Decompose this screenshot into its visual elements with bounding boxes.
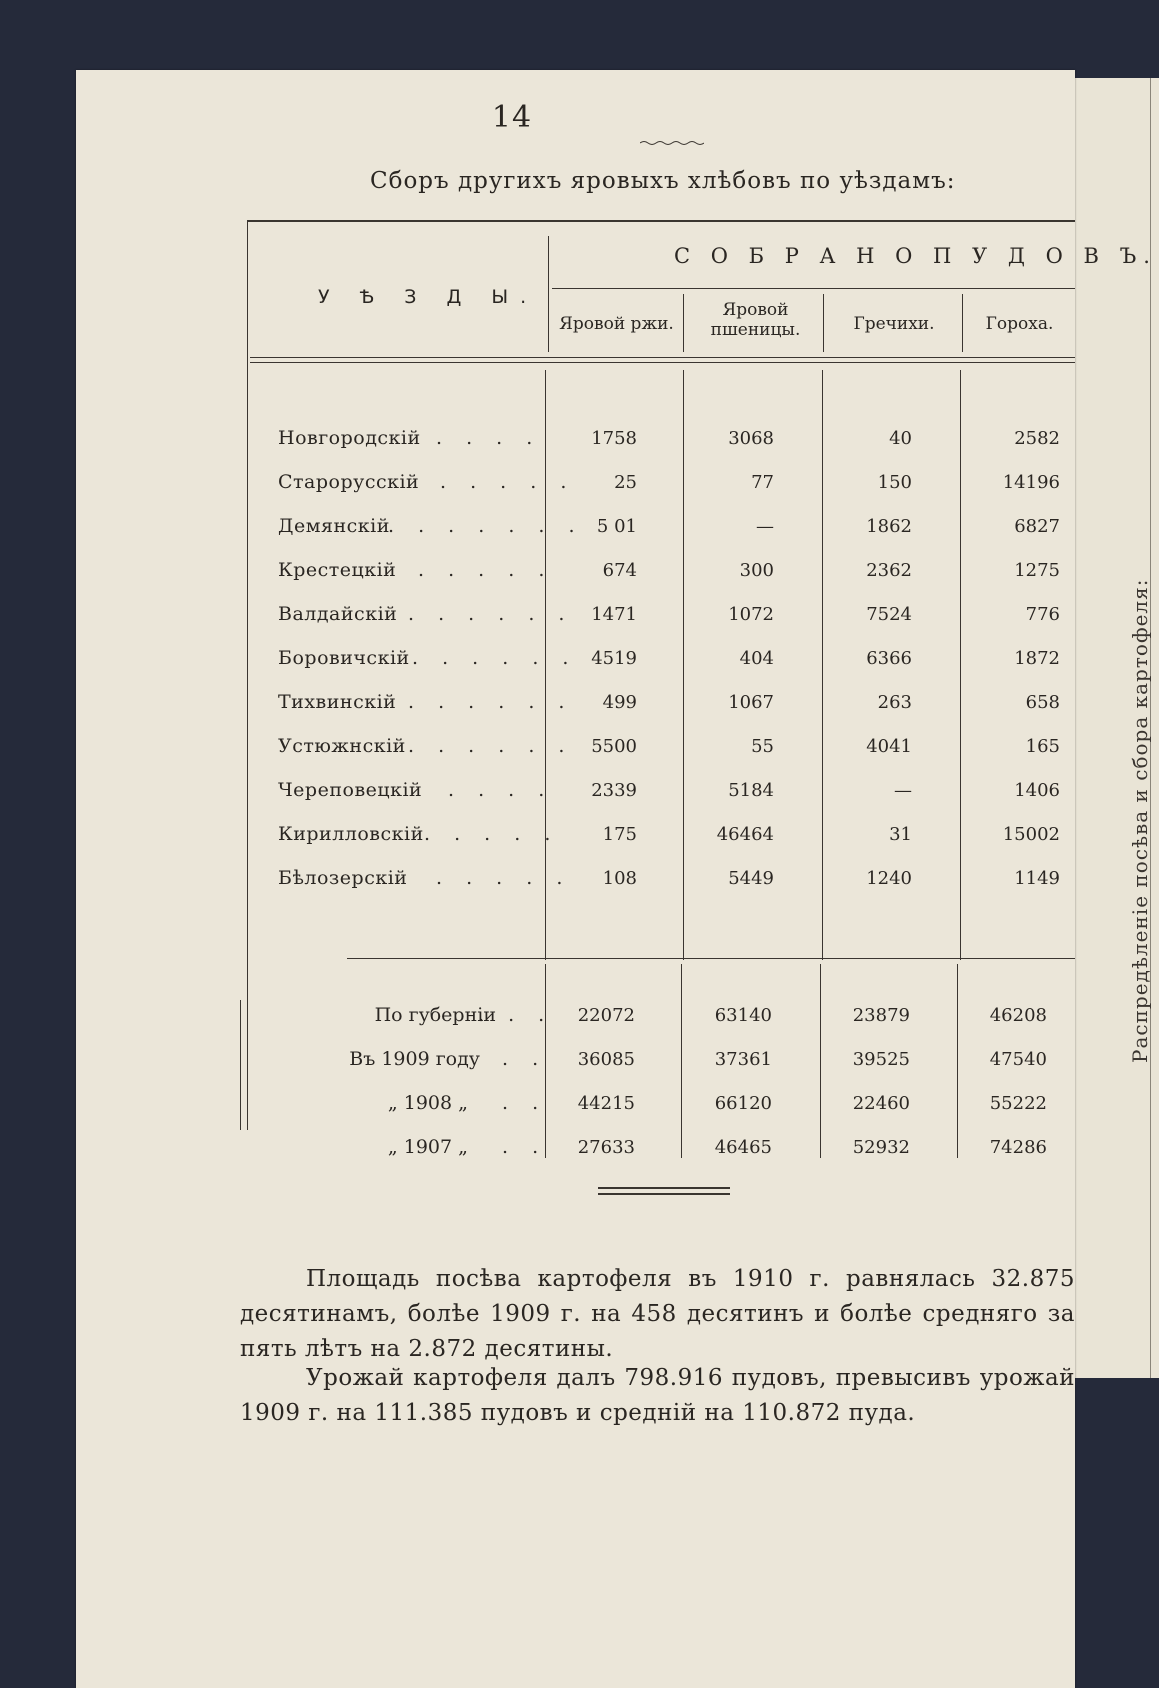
total-dots: . . . xyxy=(478,1004,554,1026)
header-districts: У Ѣ З Д Ы. xyxy=(318,286,539,308)
cell-rye: 1758 xyxy=(591,428,637,449)
cell-wheat: 1067 xyxy=(728,692,774,713)
page-number: 14 xyxy=(491,100,533,135)
col-header-wheat: Яровой пшеницы. xyxy=(710,300,801,340)
table-left-rule xyxy=(247,220,248,1130)
total-peas: 74286 xyxy=(989,1137,1047,1158)
ornament-squiggle xyxy=(640,140,704,146)
cell-buckwheat: 2362 xyxy=(866,560,912,581)
cell-buckwheat: 4041 xyxy=(866,736,912,757)
cell-peas: 6827 xyxy=(1014,516,1060,537)
cell-wheat: — xyxy=(756,516,774,537)
total-name: Въ 1909 году xyxy=(349,1048,480,1070)
row-name: Устюжнскій xyxy=(278,735,406,757)
header-bottom-rule-1 xyxy=(250,357,1075,358)
row-name: Кирилловскій xyxy=(278,823,424,845)
totals-col-rule-3 xyxy=(957,964,958,1158)
total-wheat: 46465 xyxy=(714,1137,772,1158)
cell-rye: 25 xyxy=(614,472,637,493)
cell-wheat: 46464 xyxy=(716,824,774,845)
col-header-rye: Яровой ржи. xyxy=(559,314,674,334)
total-wheat: 66120 xyxy=(714,1093,772,1114)
row-name: Боровичскій xyxy=(278,647,410,669)
total-rye: 36085 xyxy=(577,1049,635,1070)
cell-rye: 5 01 xyxy=(596,516,637,537)
body-col-rule-1 xyxy=(683,370,684,960)
body-col-rule-3 xyxy=(960,370,961,960)
end-rule-2 xyxy=(598,1193,730,1195)
row-dots: . . . . . xyxy=(436,867,572,889)
table-top-rule xyxy=(247,220,1075,222)
header-bottom-rule-2 xyxy=(250,362,1075,363)
cell-rye: 175 xyxy=(602,824,637,845)
subheader-rule xyxy=(552,288,1075,289)
paragraph-potato-area: Площадь посѣва картофеля въ 1910 г. равнялась 32.875 десятинамъ, болѣе 1909 г. на 458 десятинъ и болѣе средняго за пять лѣтъ на 2.872 десятины. xyxy=(240,1266,1075,1362)
totals-col-rule-2 xyxy=(820,964,821,1158)
cell-buckwheat: 1862 xyxy=(866,516,912,537)
total-dots: . . xyxy=(502,1092,548,1114)
cell-peas: 1406 xyxy=(1014,780,1060,801)
row-name: Бѣлозерскій xyxy=(278,867,408,889)
cell-wheat: 55 xyxy=(751,736,774,757)
cell-wheat: 3068 xyxy=(728,428,774,449)
total-name: „ 1908 „ xyxy=(387,1092,468,1114)
row-dots: . . . . . . xyxy=(408,691,574,713)
cell-buckwheat: 263 xyxy=(877,692,912,713)
cell-buckwheat: 40 xyxy=(889,428,912,449)
cell-peas: 658 xyxy=(1025,692,1060,713)
col-header-buckwheat: Гречихи. xyxy=(853,314,935,334)
cell-buckwheat: 31 xyxy=(889,824,912,845)
row-dots: . . . . xyxy=(436,427,542,449)
cell-rye: 4519 xyxy=(591,648,637,669)
totals-rule xyxy=(347,958,1075,959)
row-dots: . . . . . . xyxy=(408,603,574,625)
cell-rye: 674 xyxy=(602,560,637,581)
cell-peas: 15002 xyxy=(1002,824,1060,845)
cell-peas: 1275 xyxy=(1014,560,1060,581)
cell-peas: 14196 xyxy=(1002,472,1060,493)
cell-peas: 1149 xyxy=(1014,868,1060,889)
row-dots: . . . . . xyxy=(424,823,560,845)
total-dots: . . xyxy=(502,1048,548,1070)
total-buckwheat: 23879 xyxy=(852,1005,910,1026)
table-title: Сборъ другихъ яровыхъ хлѣбовъ по уѣздамъ: xyxy=(370,168,956,194)
total-buckwheat: 39525 xyxy=(852,1049,910,1070)
cell-rye: 108 xyxy=(602,868,637,889)
cell-wheat: 300 xyxy=(739,560,774,581)
totals-col-rule-1 xyxy=(681,964,682,1158)
row-dots: . . . . . . . xyxy=(388,515,584,537)
cell-rye: 2339 xyxy=(591,780,637,801)
cell-peas: 776 xyxy=(1025,604,1060,625)
cell-peas: 165 xyxy=(1025,736,1060,757)
total-dots: . . xyxy=(502,1136,548,1158)
cell-buckwheat: 150 xyxy=(877,472,912,493)
row-dots: . . . . . xyxy=(418,559,554,581)
row-name: Крестецкій xyxy=(278,559,397,581)
row-dots: . . . . . . xyxy=(408,735,574,757)
row-dots: . . . . . . xyxy=(412,647,578,669)
cell-rye: 5500 xyxy=(591,736,637,757)
cell-buckwheat: — xyxy=(894,780,912,801)
total-peas: 46208 xyxy=(989,1005,1047,1026)
total-name: По губерніи xyxy=(374,1004,496,1026)
cell-wheat: 404 xyxy=(739,648,774,669)
row-dots: . . . . . xyxy=(440,471,576,493)
col-sep-2 xyxy=(823,294,824,352)
cell-buckwheat: 1240 xyxy=(866,868,912,889)
row-name: Старорусскій xyxy=(278,471,420,493)
col-sep-1 xyxy=(683,294,684,352)
side-title: Распредѣленіе посѣва и сбора картофеля: xyxy=(1128,578,1152,1063)
total-rye: 27633 xyxy=(577,1137,635,1158)
cell-wheat: 5449 xyxy=(728,868,774,889)
col-header-peas: Гороха. xyxy=(985,314,1054,334)
table-left-outer-rule xyxy=(240,1000,241,1130)
col-sep-3 xyxy=(962,294,963,352)
cell-rye: 499 xyxy=(602,692,637,713)
total-wheat: 37361 xyxy=(714,1049,772,1070)
total-buckwheat: 22460 xyxy=(852,1093,910,1114)
cell-peas: 2582 xyxy=(1014,428,1060,449)
row-dots: . . . . xyxy=(448,779,554,801)
cell-wheat: 77 xyxy=(751,472,774,493)
cell-buckwheat: 7524 xyxy=(866,604,912,625)
cell-wheat: 1072 xyxy=(728,604,774,625)
header-collected: С О Б Р А Н О П У Д О В Ъ. xyxy=(674,244,1157,268)
total-wheat: 63140 xyxy=(714,1005,772,1026)
row-name: Демянскій xyxy=(278,515,390,537)
total-rye: 22072 xyxy=(577,1005,635,1026)
total-peas: 55222 xyxy=(989,1093,1047,1114)
cell-rye: 1471 xyxy=(591,604,637,625)
header-separator xyxy=(548,236,549,352)
row-name: Череповецкій xyxy=(278,779,423,801)
row-name: Валдайскій xyxy=(278,603,398,625)
total-peas: 47540 xyxy=(989,1049,1047,1070)
total-buckwheat: 52932 xyxy=(852,1137,910,1158)
end-rule-1 xyxy=(598,1187,730,1189)
paragraph-potato-yield: Урожай картофеля далъ 798.916 пудовъ, превысивъ урожай 1909 г. на 111.385 пудовъ и среднiй на 110.872 пуда. xyxy=(240,1365,1075,1426)
cell-peas: 1872 xyxy=(1014,648,1060,669)
row-name: Тихвинскій xyxy=(278,691,397,713)
body-col-rule-2 xyxy=(822,370,823,960)
cell-wheat: 5184 xyxy=(728,780,774,801)
cell-buckwheat: 6366 xyxy=(866,648,912,669)
row-name: Новгородскій xyxy=(278,427,421,449)
total-name: „ 1907 „ xyxy=(387,1136,468,1158)
total-rye: 44215 xyxy=(577,1093,635,1114)
